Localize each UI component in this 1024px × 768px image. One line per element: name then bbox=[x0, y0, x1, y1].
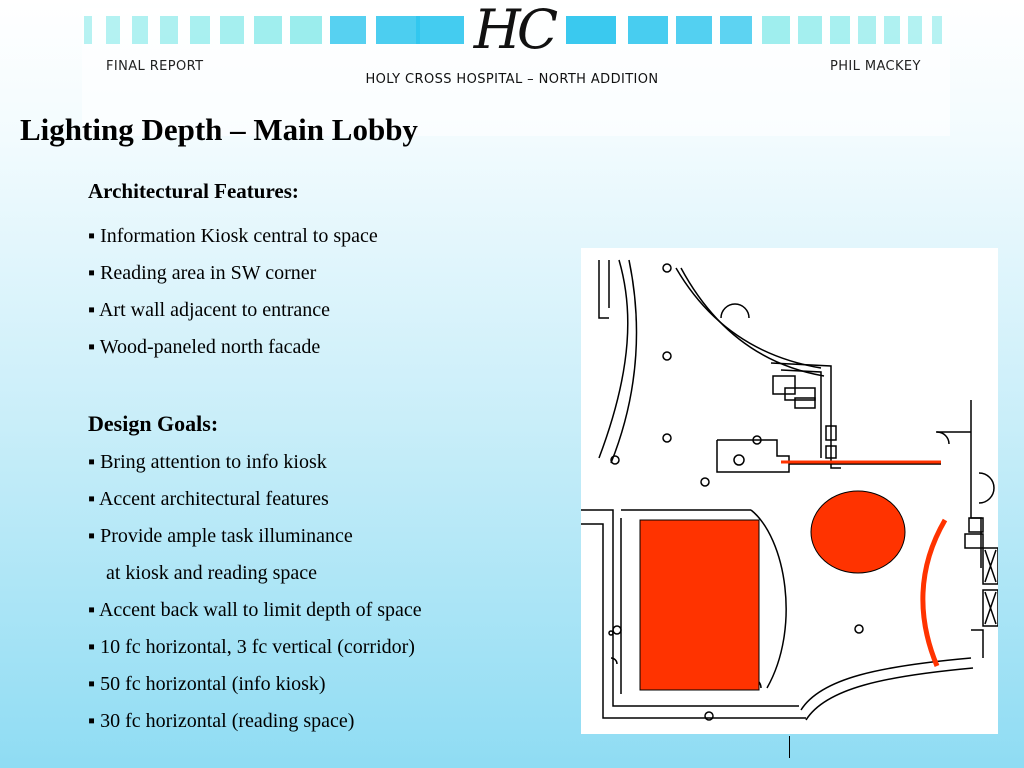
bullet-item: ▪ Wood-paneled north facade bbox=[88, 336, 321, 358]
bullet-item: ▪ Reading area in SW corner bbox=[88, 262, 317, 284]
header-stripe-segment bbox=[908, 16, 922, 44]
project-name: HOLY CROSS HOSPITAL – NORTH ADDITION bbox=[365, 72, 659, 87]
header-stripe-segment bbox=[628, 16, 668, 44]
bullet-item: ▪ 50 fc horizontal (info kiosk) bbox=[88, 673, 326, 695]
kiosk-highlight bbox=[811, 491, 905, 573]
slide-title: Lighting Depth – Main Lobby bbox=[20, 112, 418, 147]
lobby-floor-plan bbox=[581, 248, 998, 734]
header-stripe-segment bbox=[84, 16, 92, 44]
slide-tick-mark bbox=[789, 736, 790, 758]
bullet-item: ▪ Provide ample task illuminance bbox=[88, 525, 353, 547]
bullet-item: ▪ Information Kiosk central to space bbox=[88, 225, 378, 247]
header-stripe-segment bbox=[676, 16, 712, 44]
header-stripe-segment bbox=[330, 16, 366, 44]
header-stripe-segment bbox=[762, 16, 790, 44]
header-stripe-segment bbox=[858, 16, 876, 44]
header-stripe-segment bbox=[884, 16, 900, 44]
header-stripe-segment bbox=[106, 16, 120, 44]
header-stripe-segment bbox=[720, 16, 752, 44]
design-goals-heading: Design Goals: bbox=[88, 411, 219, 436]
header-stripe-segment bbox=[132, 16, 148, 44]
lighting-highlights bbox=[581, 248, 998, 734]
reading-area-highlight bbox=[640, 520, 759, 690]
header-stripe-segment bbox=[220, 16, 244, 44]
bullet-item: ▪ Accent back wall to limit depth of space bbox=[88, 599, 422, 621]
art-wall-highlight bbox=[923, 520, 945, 666]
final-report-label: FINAL REPORT bbox=[106, 59, 204, 74]
bullet-item: ▪ Art wall adjacent to entrance bbox=[88, 299, 330, 321]
header-stripe-segment bbox=[290, 16, 322, 44]
header-stripe-segment bbox=[160, 16, 178, 44]
author-label: PHIL MACKEY bbox=[830, 59, 921, 74]
header-stripe-segment bbox=[566, 16, 616, 44]
bullet-item: ▪ 30 fc horizontal (reading space) bbox=[88, 710, 355, 732]
header-stripe-segment bbox=[798, 16, 822, 44]
header-stripe-segment bbox=[830, 16, 850, 44]
bullet-item: ▪ Accent architectural features bbox=[88, 488, 329, 510]
header-stripe-segment bbox=[254, 16, 282, 44]
bullet-item: ▪ Bring attention to info kiosk bbox=[88, 451, 327, 473]
header-stripe-segment bbox=[416, 16, 464, 44]
bullet-item: ▪ 10 fc horizontal, 3 fc vertical (corridor) bbox=[88, 636, 415, 658]
header-stripe-segment bbox=[932, 16, 942, 44]
hc-logo: HC bbox=[473, 0, 555, 61]
bullet-item-continuation: at kiosk and reading space bbox=[106, 562, 318, 584]
header-stripe-segment bbox=[376, 16, 420, 44]
architectural-features-heading: Architectural Features: bbox=[88, 179, 299, 203]
header-stripe-segment bbox=[190, 16, 210, 44]
